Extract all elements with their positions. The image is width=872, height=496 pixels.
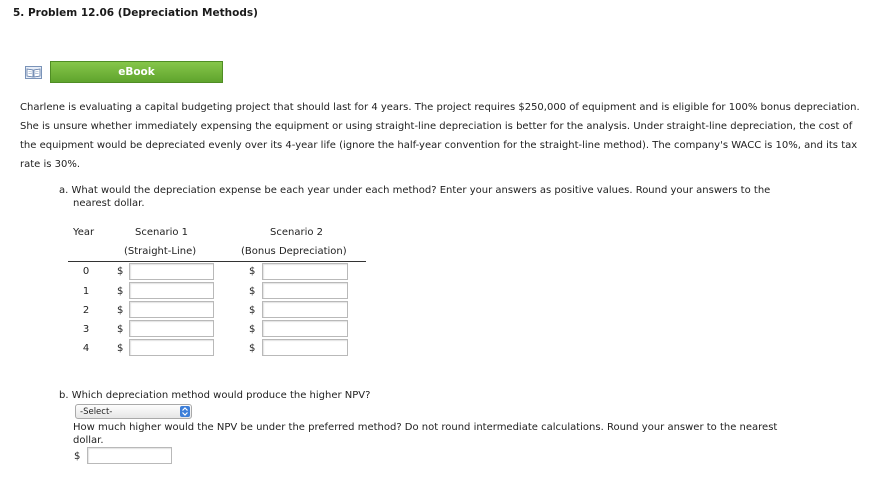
currency-symbol: $ (249, 343, 256, 354)
part-b-question-2 (73, 421, 853, 447)
table-header-divider (68, 261, 366, 262)
currency-symbol: $ (249, 266, 256, 277)
currency-symbol: $ (117, 286, 124, 297)
part-b-question: b. Which depreciation method would produce the higher NPV? (59, 390, 371, 401)
part-a-question-line1: a. What would the depreciation expense be each year under each method? Enter your answers as positive values. Round your answers to the (59, 185, 771, 196)
scenario-2-year-0-input[interactable] (262, 263, 348, 280)
scenario-2-year-3-input[interactable] (262, 320, 348, 337)
year-cell: 1 (82, 286, 90, 297)
currency-symbol: $ (249, 286, 256, 297)
ebook-button[interactable]: eBook (50, 61, 223, 83)
book-icon[interactable] (25, 66, 42, 79)
scenario-1-year-1-input[interactable] (129, 282, 214, 299)
currency-symbol: $ (117, 343, 124, 354)
part-a-question (59, 184, 839, 210)
currency-symbol: $ (117, 305, 124, 316)
scenario-1-year-2-input[interactable] (129, 301, 214, 318)
column-header-scenario-1: Scenario 1 (135, 227, 189, 238)
scenario-1-year-0-input[interactable] (129, 263, 214, 280)
scenario-1-year-4-input[interactable] (129, 339, 214, 356)
npv-method-select[interactable] (75, 404, 192, 419)
part-a-question-line2: nearest dollar. (73, 198, 145, 209)
scenario-1-year-3-input[interactable] (129, 320, 214, 337)
currency-symbol: $ (74, 451, 81, 462)
part-b-question-2-line1: How much higher would the NPV be under the preferred method? Do not round intermediate calculations. Round your answer to the nearest (73, 422, 778, 433)
column-subheader-scenario-1: (Straight-Line) (124, 246, 197, 257)
select-value: -Select- (80, 406, 113, 417)
scenario-2-year-4-input[interactable] (262, 339, 348, 356)
updown-chevron-icon[interactable] (180, 406, 190, 417)
problem-title: 5. Problem 12.06 (Depreciation Methods) (13, 7, 258, 19)
year-cell: 2 (82, 305, 90, 316)
currency-symbol: $ (249, 305, 256, 316)
currency-symbol: $ (117, 324, 124, 335)
year-cell: 0 (82, 266, 90, 277)
scenario-2-year-1-input[interactable] (262, 282, 348, 299)
year-cell: 3 (82, 324, 90, 335)
column-subheader-scenario-2: (Bonus Depreciation) (241, 246, 347, 257)
column-header-scenario-2: Scenario 2 (270, 227, 324, 238)
currency-symbol: $ (249, 324, 256, 335)
year-cell: 4 (82, 343, 90, 354)
currency-symbol: $ (117, 266, 124, 277)
npv-difference-input[interactable] (87, 447, 172, 464)
part-b-question-2-line2: dollar. (73, 435, 104, 446)
scenario-2-year-2-input[interactable] (262, 301, 348, 318)
column-header-year: Year (73, 227, 95, 238)
problem-description: Charlene is evaluating a capital budgeting project that should last for 4 years. The project requires $250,000 of equipment and is eligible for 100% bonus depreciation. She is unsure whether immediately expensing the equipment or using straight-line depreciation is better for the analysis. Under straight-line depreciation, the cost of the equipment would be depreciated evenly over its 4-year life (ignore the half-year convention for the straight-line method). The company's WACC is 10%, and its tax rate is 30%. (20, 102, 860, 170)
